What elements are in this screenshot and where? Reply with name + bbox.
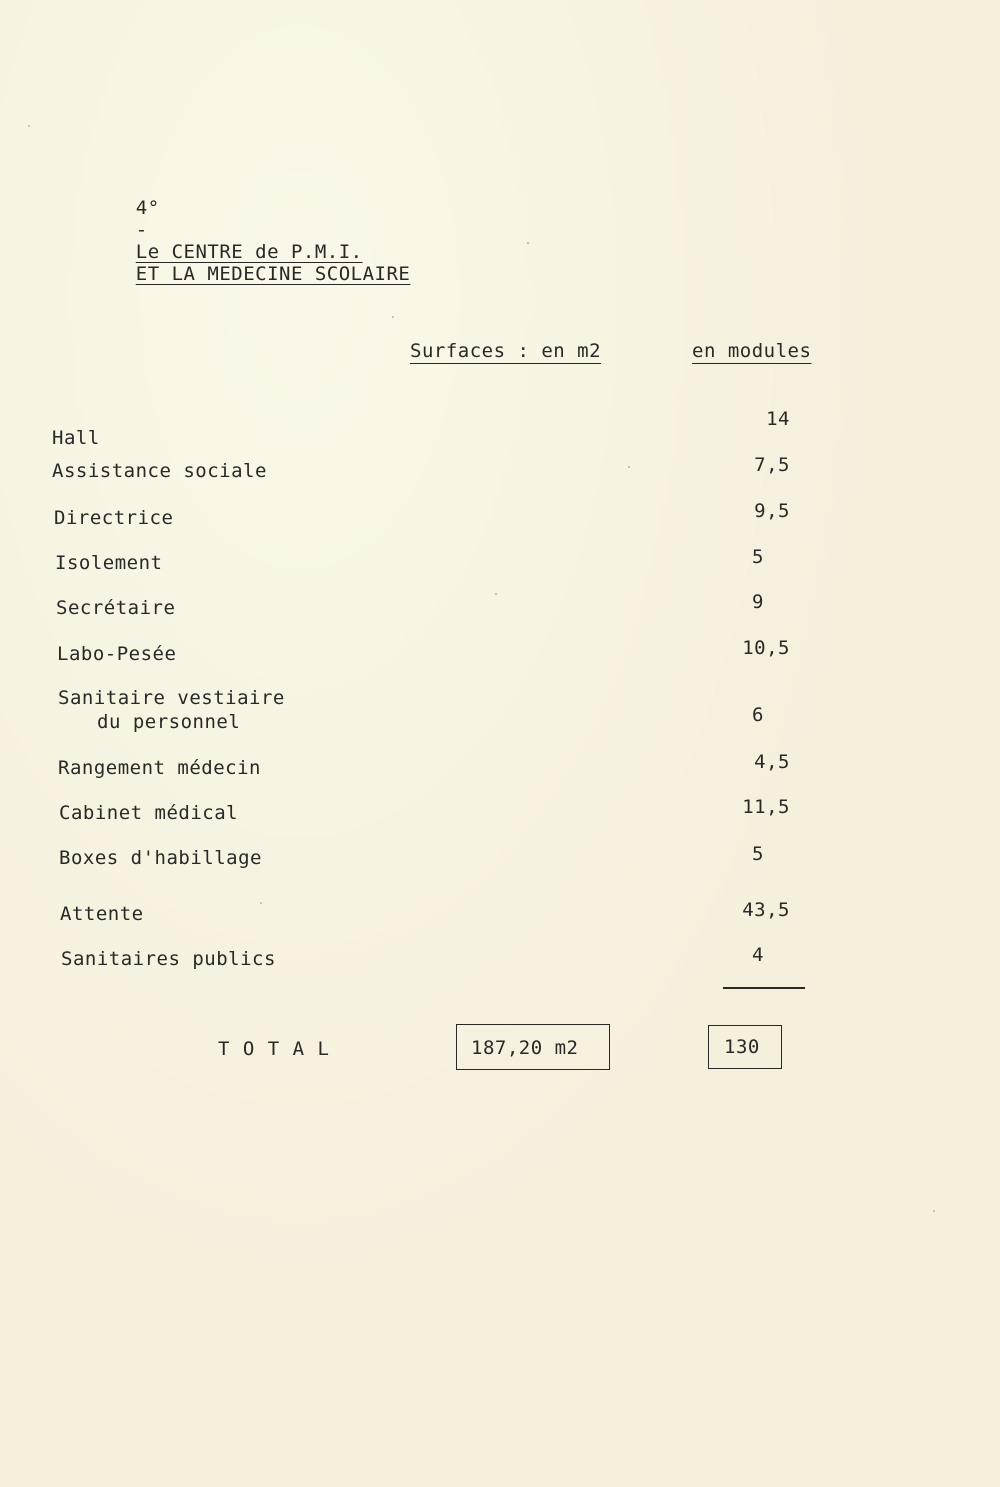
row-value-cabinet-medical: 11,5 [742, 796, 790, 818]
column-header-modules: en modules [692, 340, 812, 362]
row-value-rangement-medecin: 4,5 [754, 751, 790, 773]
row-label-boxes-habillage: Boxes d'habillage [59, 847, 262, 869]
row-label-assistance-sociale: Assistance sociale [52, 460, 267, 482]
row-label-rangement-medecin: Rangement médecin [58, 757, 261, 779]
paper-speck [260, 902, 262, 904]
row-value-boxes-habillage: 5 [752, 843, 764, 865]
row-value-sanitaire-vestiaire: 6 [752, 704, 764, 726]
row-label-sanitaires-publics: Sanitaires publics [61, 948, 276, 970]
section-number: 4° [135, 197, 160, 219]
section-title-part2: ET LA MEDECINE SCOLAIRE [135, 263, 411, 285]
row-value-labo-pesee: 10,5 [742, 637, 790, 659]
row-value-attente: 43,5 [742, 899, 790, 921]
paper-speck [933, 1210, 935, 1212]
row-value-directrice: 9,5 [754, 500, 790, 522]
row-value-hall: 14 [766, 408, 790, 430]
total-surface-box [456, 1024, 610, 1070]
row-value-assistance-sociale: 7,5 [754, 454, 790, 476]
row-value-isolement: 5 [752, 546, 764, 568]
paper-speck [495, 593, 497, 595]
row-label-isolement: Isolement [55, 552, 163, 574]
row-label-cabinet-medical: Cabinet médical [59, 802, 239, 824]
row-label-labo-pesee: Labo-Pesée [57, 643, 177, 665]
section-title-part1: Le CENTRE de P.M.I. [135, 241, 363, 263]
sum-rule [723, 987, 805, 989]
column-header-surfaces: Surfaces : en m2 [410, 340, 602, 362]
row-label-directrice: Directrice [54, 507, 174, 529]
total-label: T O T A L [218, 1038, 330, 1060]
row-label-hall: Hall [52, 427, 100, 449]
row-value-secretaire: 9 [752, 591, 764, 613]
total-modules-box [708, 1025, 782, 1069]
total-modules: 130 [724, 1036, 760, 1058]
row-label-sanitaire-vestiaire: Sanitaire vestiaire [58, 687, 285, 709]
section-dash: - [135, 219, 148, 241]
row-label-secretaire: Secrétaire [56, 597, 176, 619]
paper-speck [527, 242, 529, 244]
paper-speck [628, 466, 630, 468]
row-label-attente: Attente [60, 903, 144, 925]
paper-speck [28, 125, 30, 127]
total-surface: 187,20 m2 [471, 1037, 579, 1059]
section-heading [88, 175, 410, 307]
paper-speck [392, 316, 394, 318]
row-label-du-personnel: du personnel [97, 711, 241, 733]
row-value-sanitaires-publics: 4 [752, 944, 764, 966]
